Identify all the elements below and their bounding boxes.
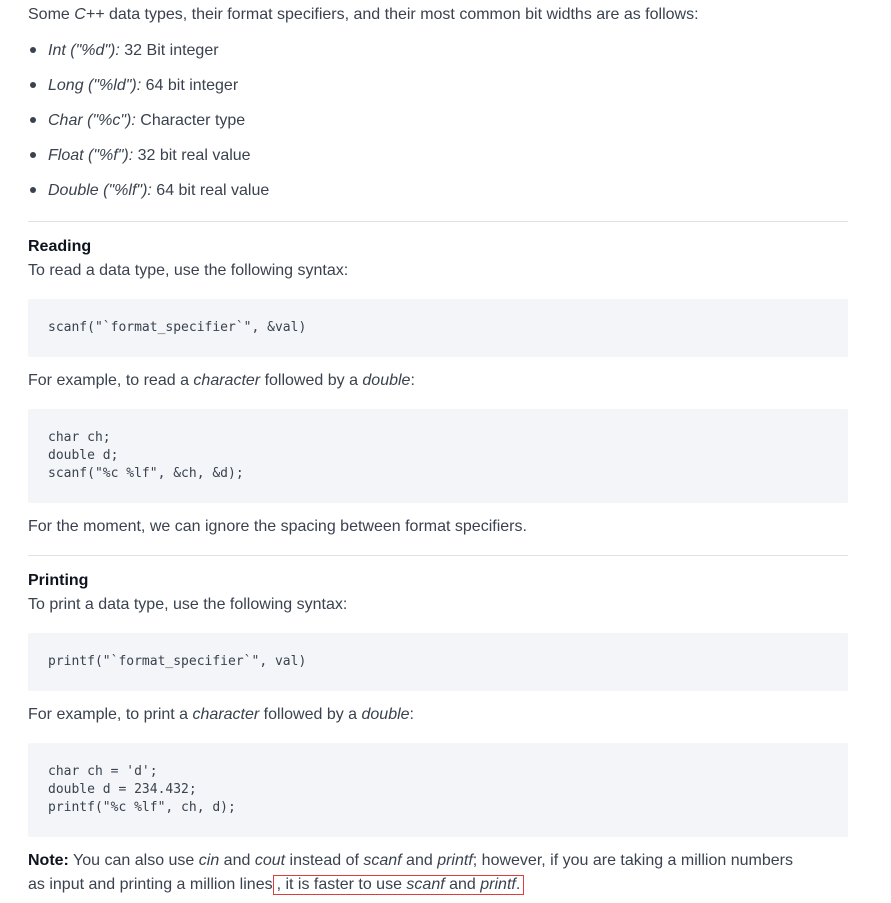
- intro-paragraph: [28, 5, 699, 25]
- printing-heading: Printing: [28, 572, 89, 589]
- emphasis: cout: [254, 852, 286, 869]
- emphasis: double: [362, 372, 411, 389]
- printing-example-text: [28, 705, 414, 725]
- text-span: instead of: [285, 852, 364, 869]
- type-desc: 32 bit real value: [133, 147, 251, 164]
- text-span: For example, to read a: [28, 372, 194, 389]
- type-desc: 64 bit real value: [151, 182, 270, 199]
- type-desc: 64 bit integer: [141, 77, 239, 94]
- emphasis: double: [361, 706, 410, 723]
- intro-lang: C++: [74, 6, 105, 23]
- reading-note: For the moment, we can ignore the spacing between format specifiers.: [28, 518, 527, 535]
- emphasis: cin: [198, 852, 220, 869]
- intro-suffix: data types, their format specifiers, and their most common bit widths are as follows:: [104, 6, 699, 23]
- code-text: scanf("`format_specifier`", &val): [48, 320, 307, 335]
- reading-example-text: [28, 371, 415, 391]
- emphasis: printf: [437, 852, 473, 869]
- text-span: :: [410, 372, 415, 389]
- list-item: [48, 76, 238, 96]
- code-text: char ch = 'd'; double d = 234.432; printf("%c %lf", ch, d);: [48, 764, 236, 815]
- list-item: [48, 41, 219, 61]
- note-line-1: [28, 851, 793, 871]
- bullet-icon: [30, 47, 36, 53]
- type-name: Char ("%c"):: [48, 112, 136, 129]
- type-name: Float ("%f"):: [48, 147, 134, 164]
- reading-syntax-code-block: [28, 299, 848, 357]
- text-span: followed by a: [260, 372, 363, 389]
- text-span: and: [401, 852, 438, 869]
- note-label: Note:: [28, 852, 69, 869]
- emphasis: character: [192, 706, 260, 723]
- emphasis: printf: [480, 876, 516, 893]
- bullet-icon: [30, 117, 36, 123]
- list-item: [48, 181, 269, 201]
- type-name: Double ("%lf"):: [48, 182, 152, 199]
- list-item: [48, 111, 245, 131]
- reading-heading: Reading: [28, 238, 92, 255]
- type-name: Int ("%d"):: [48, 42, 120, 59]
- list-item: [48, 146, 251, 166]
- printing-desc: To print a data type, use the following syntax:: [28, 596, 348, 613]
- type-desc: 32 Bit integer: [119, 42, 219, 59]
- type-name: Long ("%ld"):: [48, 77, 142, 94]
- intro-prefix: Some: [28, 6, 75, 23]
- text-span: and: [219, 852, 255, 869]
- text-span: .: [515, 876, 521, 893]
- reading-desc: To read a data type, use the following syntax:: [28, 262, 349, 279]
- printing-syntax-code-block: [28, 633, 848, 691]
- divider: [28, 221, 848, 222]
- emphasis: scanf: [406, 876, 445, 893]
- type-desc: Character type: [135, 112, 246, 129]
- text-span: You can also use: [68, 852, 199, 869]
- bullet-icon: [30, 82, 36, 88]
- highlighted-text-box: [273, 875, 525, 895]
- text-span: :: [409, 706, 414, 723]
- printing-example-code-block: [28, 743, 848, 837]
- bullet-icon: [30, 152, 36, 158]
- emphasis: scanf: [363, 852, 402, 869]
- bullet-icon: [30, 187, 36, 193]
- code-text: char ch; double d; scanf("%c %lf", &ch, &d);: [48, 430, 244, 481]
- note-line-2: [28, 875, 524, 895]
- code-text: printf("`format_specifier`", val): [48, 654, 307, 669]
- text-span: and: [444, 876, 481, 893]
- text-span: ; however, if you are taking a million numbers: [472, 852, 793, 869]
- text-span: , it is faster to use: [276, 876, 407, 893]
- emphasis: character: [193, 372, 261, 389]
- reading-example-code-block: [28, 409, 848, 503]
- text-span: followed by a: [259, 706, 362, 723]
- text-span: as input and printing a million lines: [28, 876, 273, 893]
- divider: [28, 555, 848, 556]
- text-span: For example, to print a: [28, 706, 193, 723]
